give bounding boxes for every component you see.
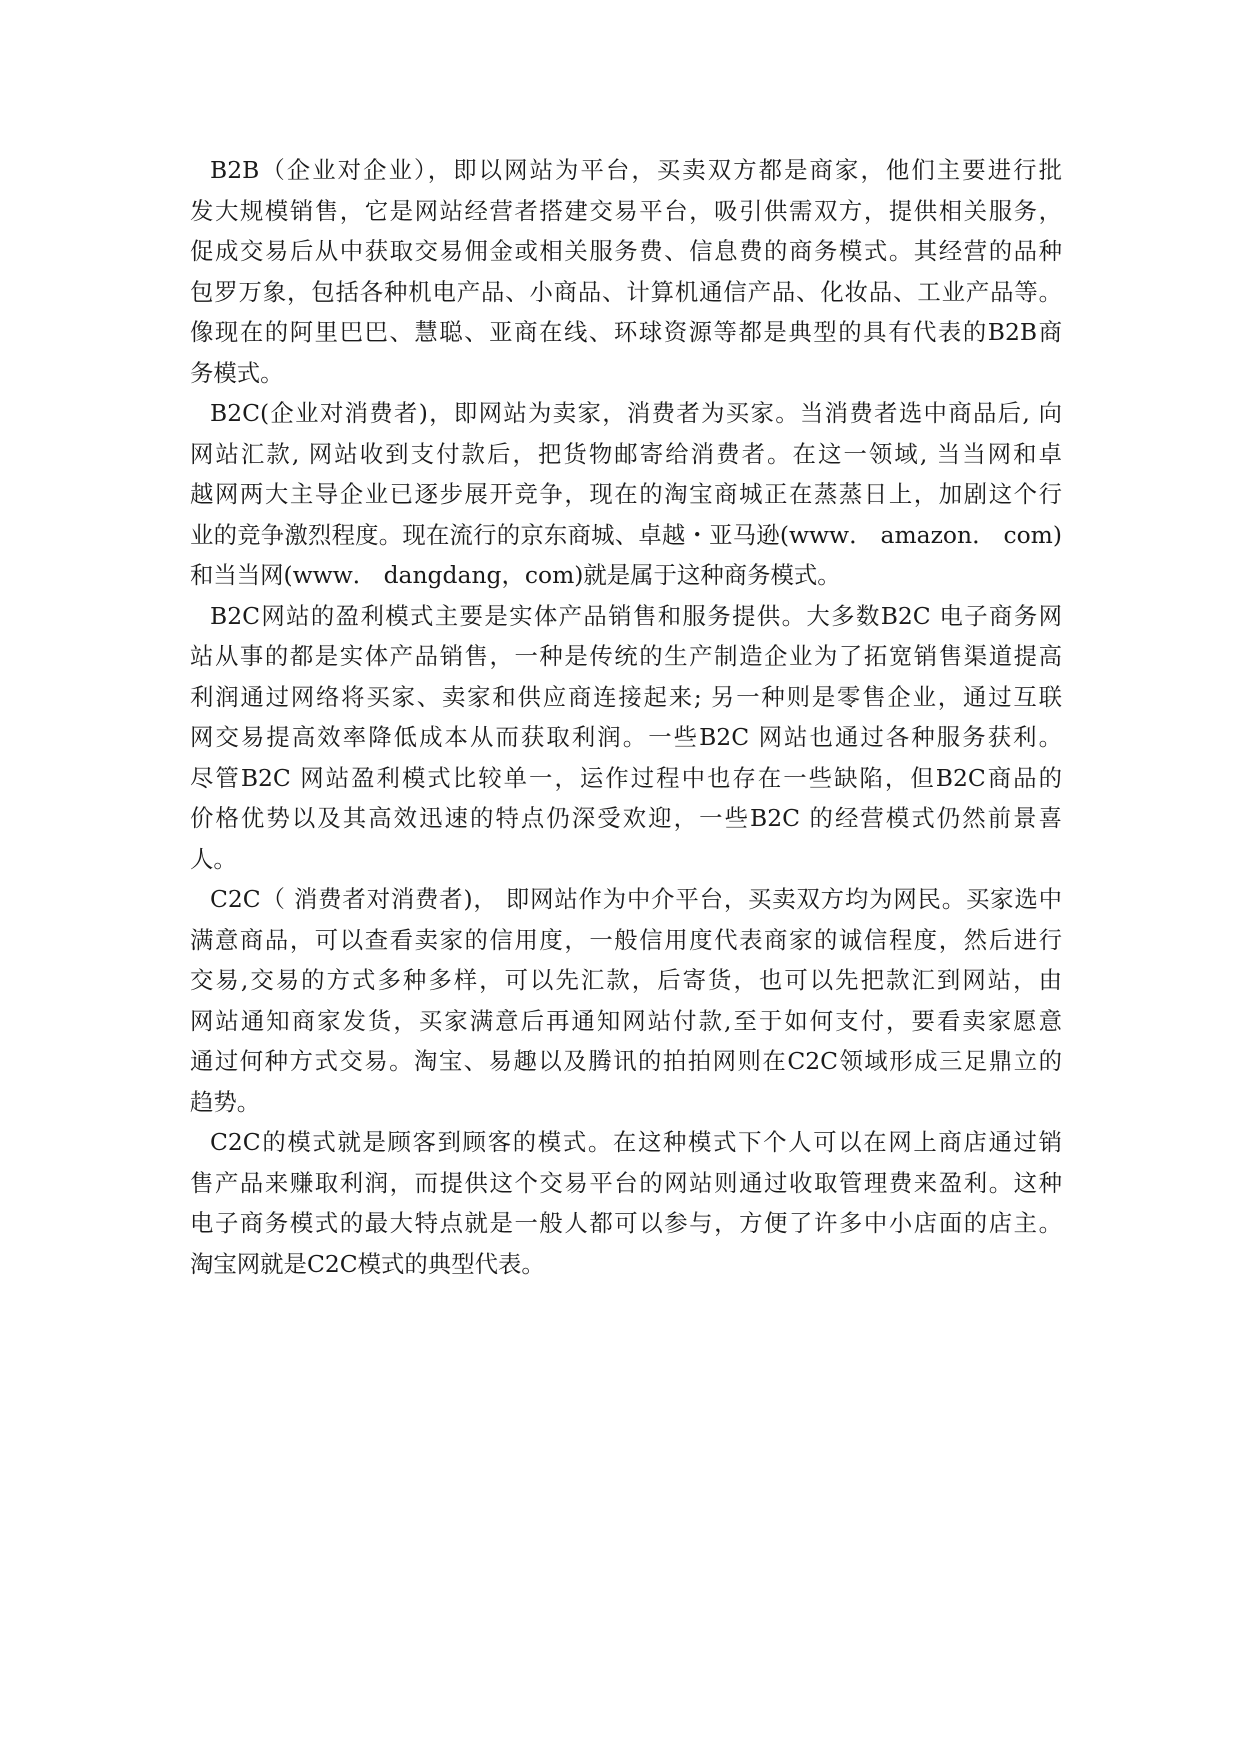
paragraph-line: C2C（ 消费者对消费者)， 即网站作为中介平台，买卖双方均为网民。买家选中 [210, 885, 1062, 913]
paragraph [190, 393, 1062, 596]
paragraph-line: 趋势。 [190, 1087, 261, 1116]
paragraph-line: 发大规模销售，它是网站经营者搭建交易平台，吸引供需双方，提供相关服务， [190, 196, 1062, 225]
paragraph-line: B2C网站的盈利模式主要是实体产品销售和服务提供。大多数B2C 电子商务网 [210, 601, 1062, 630]
paragraph-line: 尽管B2C 网站盈利模式比较单一，运作过程中也存在一些缺陷，但B2C商品的 [190, 763, 1062, 792]
paragraph-line: 站从事的都是实体产品销售，一种是传统的生产制造企业为了拓宽销售渠道提高 [190, 642, 1062, 670]
paragraph [190, 1122, 1062, 1284]
paragraph-line: 通过何种方式交易。淘宝、易趣以及腾讯的拍拍网则在C2C领域形成三足鼎立的 [190, 1047, 1062, 1075]
paragraph-line: 像现在的阿里巴巴、慧聪、亚商在线、环球资源等都是典型的具有代表的B2B商 [190, 318, 1062, 346]
paragraph [190, 150, 1062, 393]
document-body [190, 150, 1062, 1284]
paragraph-line: 包罗万象，包括各种机电产品、小商品、计算机通信产品、化妆品、工业产品等。 [190, 277, 1062, 306]
paragraph-line: 售产品来赚取利润，而提供这个交易平台的网站则通过收取管理费来盈利。这种 [190, 1168, 1062, 1197]
paragraph-line: 利润通过网络将买家、卖家和供应商连接起来; 另一种则是零售企业，通过互联 [190, 682, 1062, 711]
paragraph-line: B2C(企业对消费者)，即网站为卖家，消费者为买家。当消费者选中商品后, 向 [210, 399, 1062, 427]
paragraph [190, 879, 1062, 1122]
paragraph-line: 业的竞争激烈程度。现在流行的京东商城、卓越・亚马逊(www． amazon． com) [190, 520, 1062, 549]
paragraph-line: 交易,交易的方式多种多样，可以先汇款，后寄货，也可以先把款汇到网站，由 [190, 966, 1062, 994]
paragraph-line: 人。 [190, 844, 237, 873]
paragraph-line: 网站通知商家发货，买家满意后再通知网站付款,至于如何支付，要看卖家愿意 [190, 1006, 1062, 1035]
paragraph-line: B2B（企业对企业），即以网站为平台，买卖双方都是商家，他们主要进行批 [210, 156, 1062, 184]
paragraph-line: 务模式。 [190, 358, 284, 387]
paragraph-line: 和当当网(www． dangdang，com)就是属于这种商务模式。 [190, 561, 841, 589]
paragraph-line: C2C的模式就是顾客到顾客的模式。在这种模式下个人可以在网上商店通过销 [210, 1128, 1062, 1156]
paragraph-line: 淘宝网就是C2C模式的典型代表。 [190, 1249, 545, 1278]
paragraph-line: 满意商品，可以查看卖家的信用度，一般信用度代表商家的诚信程度，然后进行 [190, 925, 1062, 954]
paragraph [190, 596, 1062, 880]
paragraph-line: 网站汇款, 网站收到支付款后，把货物邮寄给消费者。在这一领域, 当当网和卓 [190, 439, 1062, 468]
paragraph-line: 越网两大主导企业已逐步展开竞争，现在的淘宝商城正在蒸蒸日上，加剧这个行 [190, 480, 1062, 508]
paragraph-line: 网交易提高效率降低成本从而获取利润。一些B2C 网站也通过各种服务获利。 [190, 723, 1062, 751]
paragraph-line: 促成交易后从中获取交易佣金或相关服务费、信息费的商务模式。其经营的品种 [190, 237, 1062, 265]
paragraph-line: 电子商务模式的最大特点就是一般人都可以参与，方便了许多中小店面的店主。 [190, 1209, 1062, 1237]
paragraph-line: 价格优势以及其高效迅速的特点仍深受欢迎，一些B2C 的经营模式仍然前景喜 [190, 804, 1062, 832]
